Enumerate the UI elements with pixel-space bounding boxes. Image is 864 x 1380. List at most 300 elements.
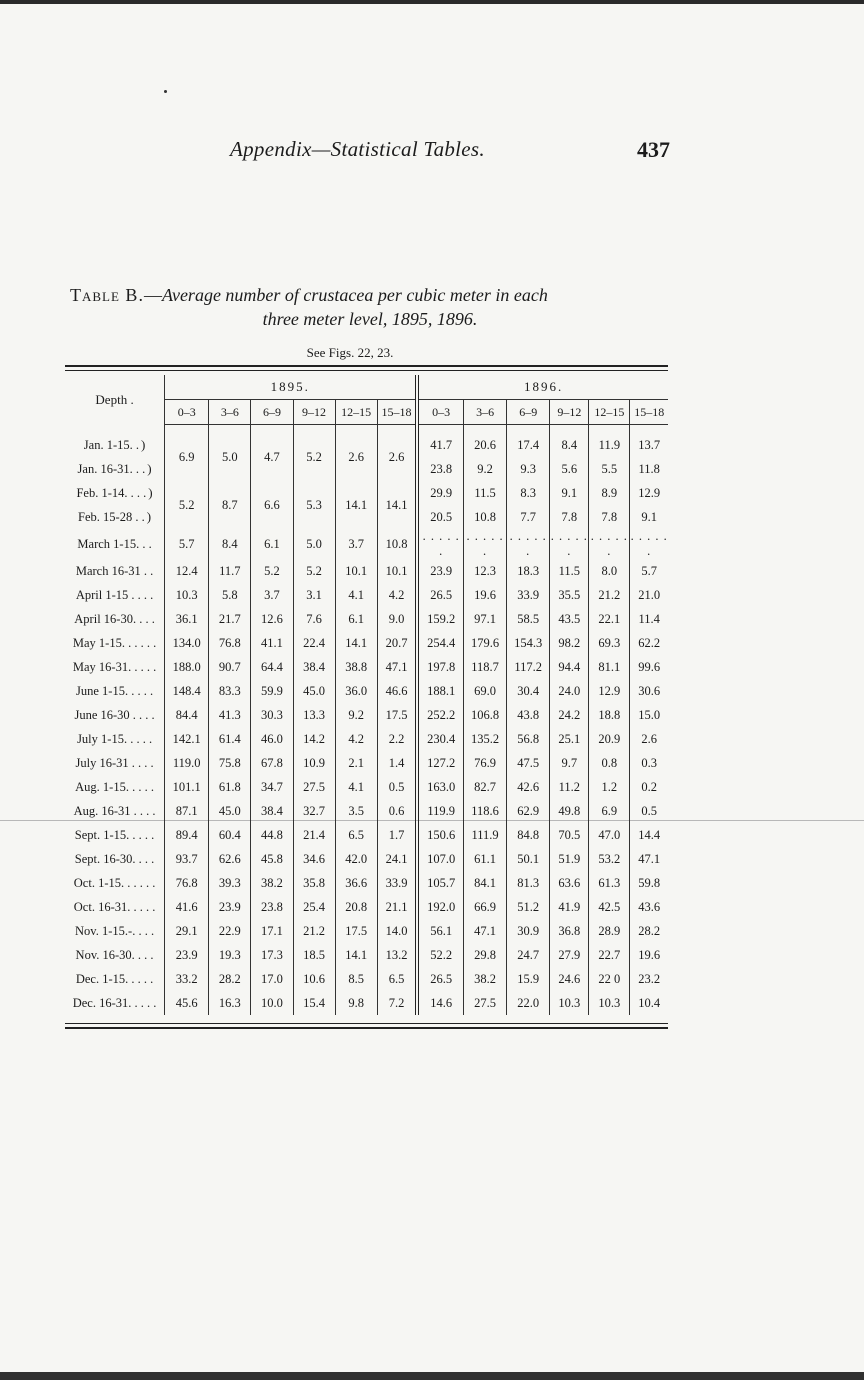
row-label — [65, 727, 165, 751]
row-label — [65, 775, 165, 799]
cell-1896: 17.4 — [507, 425, 550, 458]
cell-1896: 56.1 — [417, 919, 463, 943]
row-label-text: July 1-15. . . . . — [77, 731, 153, 746]
table-top-rule — [65, 365, 668, 371]
row-label — [65, 425, 165, 458]
cell-1896: 30.6 — [630, 679, 668, 703]
cell-1895: 11.7 — [209, 559, 251, 583]
cell-1896: 47.1 — [630, 847, 668, 871]
cell-1895: 28.2 — [209, 967, 251, 991]
cell-1895: 23.9 — [209, 895, 251, 919]
cell-1896: 47.5 — [507, 751, 550, 775]
cell-1895: 2.1 — [335, 751, 377, 775]
cell-1895: 62.6 — [209, 847, 251, 871]
cell-1895: 14.2 — [293, 727, 335, 751]
cell-1895: 3.7 — [251, 583, 293, 607]
cell-1895: 5.2 — [293, 425, 335, 482]
cell-1896: 5.5 — [589, 457, 630, 481]
cell-1895: 38.4 — [293, 655, 335, 679]
row-label — [65, 823, 165, 847]
cell-1895: 36.1 — [165, 607, 209, 631]
cell-1896: 76.9 — [464, 751, 507, 775]
cell-1896: 10.3 — [550, 991, 589, 1015]
cell-1896: 24.0 — [550, 679, 589, 703]
cell-1896: 7.7 — [507, 505, 550, 529]
level-header: 6–9 — [507, 400, 550, 425]
row-label-text: May 1-15. . . . . . — [72, 635, 157, 650]
cell-1896: 18.3 — [507, 559, 550, 583]
level-header: 6–9 — [251, 400, 293, 425]
cell-1896: 43.5 — [550, 607, 589, 631]
cell-1896: 61.3 — [589, 871, 630, 895]
cell-1896: . . . . . . — [417, 529, 463, 559]
cell-1895: 33.2 — [165, 967, 209, 991]
cell-1895: 9.2 — [335, 703, 377, 727]
brace-mark: ) — [140, 436, 146, 452]
cell-1896: 179.6 — [464, 631, 507, 655]
cell-1895: 87.1 — [165, 799, 209, 823]
row-label — [65, 871, 165, 895]
cell-1896: 47.0 — [589, 823, 630, 847]
row-label-text: Aug. 1-15. . . . . — [75, 779, 154, 794]
table-row — [65, 919, 668, 943]
cell-1895: 7.2 — [377, 991, 417, 1015]
cell-1896: 127.2 — [417, 751, 463, 775]
cell-1895: 14.0 — [377, 919, 417, 943]
table-row — [65, 655, 668, 679]
cell-1895: 134.0 — [165, 631, 209, 655]
cell-1896: 10.8 — [464, 505, 507, 529]
cell-1896: 0.5 — [630, 799, 668, 823]
depth-header: Depth . — [95, 391, 134, 407]
cell-1896: 118.7 — [464, 655, 507, 679]
table-row — [65, 871, 668, 895]
row-label-text: May 16-31. . . . . — [72, 659, 157, 674]
cell-1896: 82.7 — [464, 775, 507, 799]
cell-1895: 46.0 — [251, 727, 293, 751]
cell-1895: 59.9 — [251, 679, 293, 703]
cell-1896: 8.9 — [589, 481, 630, 505]
cell-1895: 6.9 — [165, 425, 209, 482]
cell-1896: 20.9 — [589, 727, 630, 751]
cell-1895: 22.4 — [293, 631, 335, 655]
cell-1896: 28.9 — [589, 919, 630, 943]
cell-1896: 11.2 — [550, 775, 589, 799]
see-figs-note: See Figs. 22, 23. — [306, 345, 394, 360]
cell-1896: 98.2 — [550, 631, 589, 655]
cell-1896: 69.0 — [464, 679, 507, 703]
row-label-text: Dec. 1-15. . . . . — [75, 971, 154, 986]
table-row — [65, 823, 668, 847]
row-label-text: July 16-31 . . . . — [75, 755, 154, 770]
cell-1895: 64.4 — [251, 655, 293, 679]
cell-1895: 10.1 — [377, 559, 417, 583]
row-label-text: Jan. 16-31. . . — [77, 462, 146, 476]
cell-1896: 26.5 — [417, 967, 463, 991]
cell-1895: 4.1 — [335, 583, 377, 607]
cell-1896: 197.8 — [417, 655, 463, 679]
cell-1895: 21.2 — [293, 919, 335, 943]
cell-1895: 14.1 — [335, 481, 377, 529]
cell-1896: 6.9 — [589, 799, 630, 823]
cell-1896: 230.4 — [417, 727, 463, 751]
cell-1896: 9.3 — [507, 457, 550, 481]
cell-1896: 22.7 — [589, 943, 630, 967]
cell-1895: 6.6 — [251, 481, 293, 529]
row-label — [65, 607, 165, 631]
cell-1896: 62.9 — [507, 799, 550, 823]
cell-1895: 8.5 — [335, 967, 377, 991]
cell-1896: 14.6 — [417, 991, 463, 1015]
cell-1896: 84.1 — [464, 871, 507, 895]
cell-1896: 10.4 — [630, 991, 668, 1015]
cell-1895: 6.1 — [251, 529, 293, 559]
cell-1895: 1.4 — [377, 751, 417, 775]
cell-1895: 4.1 — [335, 775, 377, 799]
cell-1896: 29.8 — [464, 943, 507, 967]
scan-top-edge — [0, 0, 864, 4]
cell-1896: 99.6 — [630, 655, 668, 679]
table-row — [65, 559, 668, 583]
cell-1895: 83.3 — [209, 679, 251, 703]
cell-1896: 49.8 — [550, 799, 589, 823]
row-label-text: Dec. 16-31. . . . . — [72, 995, 157, 1010]
cell-1896: 107.0 — [417, 847, 463, 871]
cell-1896: 30.9 — [507, 919, 550, 943]
cell-1895: 5.7 — [165, 529, 209, 559]
cell-1895: 30.3 — [251, 703, 293, 727]
cell-1896: 9.2 — [464, 457, 507, 481]
table-row — [65, 679, 668, 703]
cell-1896: 5.7 — [630, 559, 668, 583]
cell-1895: 7.6 — [293, 607, 335, 631]
table-row — [65, 727, 668, 751]
cell-1896: 23.9 — [417, 559, 463, 583]
cell-1895: 35.8 — [293, 871, 335, 895]
cell-1896: 35.5 — [550, 583, 589, 607]
cell-1896: 150.6 — [417, 823, 463, 847]
cell-1896: 41.9 — [550, 895, 589, 919]
table-container — [65, 365, 668, 1029]
cell-1895: 84.4 — [165, 703, 209, 727]
cell-1896: 188.1 — [417, 679, 463, 703]
running-title: Appendix—Statistical Tables. — [230, 137, 485, 161]
table-row — [65, 967, 668, 991]
cell-1896: 10.3 — [589, 991, 630, 1015]
cell-1895: 2.6 — [335, 425, 377, 482]
level-header: 3–6 — [464, 400, 507, 425]
cell-1896: 117.2 — [507, 655, 550, 679]
table-bottom-rule — [65, 1023, 668, 1029]
cell-1895: 10.9 — [293, 751, 335, 775]
row-label-text: June 1-15. . . . . — [76, 683, 154, 698]
cell-1895: 5.2 — [165, 481, 209, 529]
cell-1895: 119.0 — [165, 751, 209, 775]
cell-1896: 14.4 — [630, 823, 668, 847]
cell-1895: 17.1 — [251, 919, 293, 943]
running-head — [230, 137, 670, 167]
cell-1896: 13.7 — [630, 425, 668, 458]
cell-1895: 36.0 — [335, 679, 377, 703]
cell-1895: 14.1 — [335, 631, 377, 655]
row-label-text: March 1-15. . . — [77, 536, 152, 551]
row-label — [65, 679, 165, 703]
row-label-text: March 16-31 . . — [75, 563, 154, 578]
cell-1896: 119.9 — [417, 799, 463, 823]
cell-1895: 6.5 — [377, 967, 417, 991]
cell-1895: 42.0 — [335, 847, 377, 871]
row-label — [65, 919, 165, 943]
cell-1895: 148.4 — [165, 679, 209, 703]
cell-1896: 94.4 — [550, 655, 589, 679]
table-row — [65, 943, 668, 967]
cell-1896: 9.7 — [550, 751, 589, 775]
row-label — [65, 655, 165, 679]
cell-1895: 38.4 — [251, 799, 293, 823]
cell-1896: 42.6 — [507, 775, 550, 799]
cell-1895: 23.9 — [165, 943, 209, 967]
cell-1896: 106.8 — [464, 703, 507, 727]
brace-mark: ) — [147, 461, 152, 476]
level-header: 15–18 — [630, 400, 668, 425]
cell-1896: . . . . . . — [630, 529, 668, 558]
row-label-text: June 16-30 . . . . — [74, 707, 155, 722]
cell-1895: 5.2 — [293, 559, 335, 583]
cell-1896: 111.9 — [464, 823, 507, 847]
cell-1896: 50.1 — [507, 847, 550, 871]
cell-1895: 18.5 — [293, 943, 335, 967]
cell-1895: 41.1 — [251, 631, 293, 655]
cell-1896: 12.9 — [589, 679, 630, 703]
row-label — [65, 847, 165, 871]
cell-1896: 47.1 — [464, 919, 507, 943]
row-label — [65, 631, 165, 655]
cell-1895: 1.7 — [377, 823, 417, 847]
cell-1895: 39.3 — [209, 871, 251, 895]
cell-1895: 0.6 — [377, 799, 417, 823]
row-label-text: Oct. 1-15. . . . . . — [73, 875, 156, 890]
row-label — [65, 703, 165, 727]
row-label-text: Nov. 1-15.-. . . . — [75, 923, 155, 938]
cell-1896: 63.6 — [550, 871, 589, 895]
cell-1896: 24.2 — [550, 703, 589, 727]
cell-1895: 0.5 — [377, 775, 417, 799]
cell-1895: 67.8 — [251, 751, 293, 775]
cell-1896: 66.9 — [464, 895, 507, 919]
table-row — [65, 751, 668, 775]
cell-1895: 38.8 — [335, 655, 377, 679]
cell-1896: . . . . . . — [550, 529, 588, 558]
cell-1896: 0.2 — [630, 775, 668, 799]
cell-1896: 81.3 — [507, 871, 550, 895]
cell-1895: 5.3 — [293, 481, 335, 529]
cell-1896: 21.2 — [589, 583, 630, 607]
cell-1895: 4.2 — [335, 727, 377, 751]
cell-1895: 10.8 — [377, 529, 417, 559]
cell-1896: 30.4 — [507, 679, 550, 703]
cell-1896: 51.2 — [507, 895, 550, 919]
cell-1896: 29.9 — [417, 481, 463, 505]
cell-1896: 252.2 — [417, 703, 463, 727]
cell-1895: 32.7 — [293, 799, 335, 823]
row-label-text: Aug. 16-31 . . . . — [73, 803, 156, 818]
cell-1895: 20.8 — [335, 895, 377, 919]
cell-1895: 6.5 — [335, 823, 377, 847]
caption-line-1 — [70, 283, 670, 307]
table-row — [65, 991, 668, 1015]
cell-1895: 20.7 — [377, 631, 417, 655]
caption-dash: — — [143, 285, 162, 305]
cell-1896: 9.1 — [630, 505, 668, 529]
row-label-text: Jan. 1-15. . — [83, 437, 139, 452]
scan-speck — [164, 90, 167, 93]
cell-1896: 36.8 — [550, 919, 589, 943]
cell-1895: 29.1 — [165, 919, 209, 943]
cell-1896: 97.1 — [464, 607, 507, 631]
table-row — [65, 847, 668, 871]
cell-1896: 23.8 — [417, 457, 463, 481]
cell-1895: 10.0 — [251, 991, 293, 1015]
cell-1895: 25.4 — [293, 895, 335, 919]
cell-1896: 25.1 — [550, 727, 589, 751]
cell-1895: 9.8 — [335, 991, 377, 1015]
cell-1895: 60.4 — [209, 823, 251, 847]
cell-1895: 45.0 — [293, 679, 335, 703]
cell-1895: 12.4 — [165, 559, 209, 583]
level-header: 9–12 — [550, 400, 589, 425]
cell-1895: 5.2 — [251, 559, 293, 583]
cell-1895: 44.8 — [251, 823, 293, 847]
cell-1895: 90.7 — [209, 655, 251, 679]
row-label-text: Feb. 15-28 . . — [78, 510, 145, 524]
cell-1896: 84.8 — [507, 823, 550, 847]
row-label-text: April 1-15 . . . . — [75, 587, 154, 602]
cell-1896: 26.5 — [417, 583, 463, 607]
cell-1895: 10.1 — [335, 559, 377, 583]
table-row — [65, 529, 668, 559]
cell-1895: 10.3 — [165, 583, 209, 607]
cell-1896: 12.3 — [464, 559, 507, 583]
table-row — [65, 583, 668, 607]
cell-1896: 135.2 — [464, 727, 507, 751]
level-header: 0–3 — [165, 400, 209, 425]
row-label — [65, 457, 165, 481]
cell-1896: 81.1 — [589, 655, 630, 679]
cell-1896: 163.0 — [417, 775, 463, 799]
cell-1896: 12.9 — [630, 481, 668, 505]
row-label-text: Nov. 16-30. . . . — [75, 947, 154, 962]
cell-1895: 76.8 — [209, 631, 251, 655]
cell-1895: 17.3 — [251, 943, 293, 967]
caption-text-1: Average number of crustacea per cubic meter in each — [161, 285, 548, 305]
cell-1895: 93.7 — [165, 847, 209, 871]
cell-1895: 61.4 — [209, 727, 251, 751]
cell-1896: 20.6 — [464, 425, 507, 458]
row-label — [65, 991, 165, 1015]
cell-1895: 75.8 — [209, 751, 251, 775]
cell-1896: 20.5 — [417, 505, 463, 529]
cell-1896: 70.5 — [550, 823, 589, 847]
cell-1895: 188.0 — [165, 655, 209, 679]
cell-1895: 21.1 — [377, 895, 417, 919]
cell-1896: 28.2 — [630, 919, 668, 943]
cell-1896: 15.0 — [630, 703, 668, 727]
table-row — [65, 631, 668, 655]
row-label-text: Oct. 16-31. . . . . — [73, 899, 156, 914]
cell-1895: 45.8 — [251, 847, 293, 871]
cell-1896: 33.9 — [507, 583, 550, 607]
row-label — [65, 751, 165, 775]
cell-1896: 52.2 — [417, 943, 463, 967]
cell-1896: 59.8 — [630, 871, 668, 895]
table-row — [65, 481, 668, 505]
cell-1895: 17.5 — [335, 919, 377, 943]
table-row — [65, 607, 668, 631]
cell-1896: 192.0 — [417, 895, 463, 919]
cell-1895: 46.6 — [377, 679, 417, 703]
caption-label: Table B. — [70, 285, 144, 305]
level-header: 3–6 — [209, 400, 251, 425]
cell-1896: 118.6 — [464, 799, 507, 823]
cell-1896: 11.5 — [550, 559, 589, 583]
level-header: 12–15 — [335, 400, 377, 425]
cell-1895: 4.2 — [377, 583, 417, 607]
cell-1896: 23.2 — [630, 967, 668, 991]
cell-1896: 2.6 — [630, 727, 668, 751]
cell-1896: 105.7 — [417, 871, 463, 895]
caption-text-2: three meter level, 1895, 1896. — [262, 309, 478, 329]
cell-1896: 0.8 — [589, 751, 630, 775]
cell-1896: 11.9 — [589, 425, 630, 458]
cell-1896: 21.0 — [630, 583, 668, 607]
cell-1895: 15.4 — [293, 991, 335, 1015]
row-label — [65, 967, 165, 991]
cell-1896: 8.0 — [589, 559, 630, 583]
cell-1896: 43.6 — [630, 895, 668, 919]
cell-1895: 19.3 — [209, 943, 251, 967]
cell-1896: 7.8 — [550, 505, 589, 529]
row-label — [65, 481, 165, 505]
table-row — [65, 775, 668, 799]
cell-1896: 19.6 — [464, 583, 507, 607]
cell-1895: 23.8 — [251, 895, 293, 919]
row-label — [65, 799, 165, 823]
cell-1895: 5.8 — [209, 583, 251, 607]
cell-1895: 6.1 — [335, 607, 377, 631]
row-label-text: Sept. 1-15. . . . . — [74, 827, 155, 842]
row-label — [65, 895, 165, 919]
page-number: 437 — [637, 137, 670, 162]
cell-1896: 22 0 — [589, 967, 630, 991]
cell-1896: 43.8 — [507, 703, 550, 727]
cell-1895: 14.1 — [335, 943, 377, 967]
cell-1895: 5.0 — [293, 529, 335, 559]
cell-1896: 11.4 — [630, 607, 668, 631]
year-1895-header: 1895. — [165, 375, 418, 400]
cell-1896: 24.6 — [550, 967, 589, 991]
cell-1896: 154.3 — [507, 631, 550, 655]
cell-1896: 18.8 — [589, 703, 630, 727]
cell-1895: 61.8 — [209, 775, 251, 799]
cell-1895: 16.3 — [209, 991, 251, 1015]
cell-1895: 34.7 — [251, 775, 293, 799]
cell-1896: 62.2 — [630, 631, 668, 655]
level-header: 15–18 — [377, 400, 417, 425]
row-label — [65, 943, 165, 967]
year-header-row — [65, 375, 668, 400]
row-label-text: Sept. 16-30. . . . — [74, 851, 155, 866]
cell-1896: . . . . . . — [507, 529, 550, 559]
